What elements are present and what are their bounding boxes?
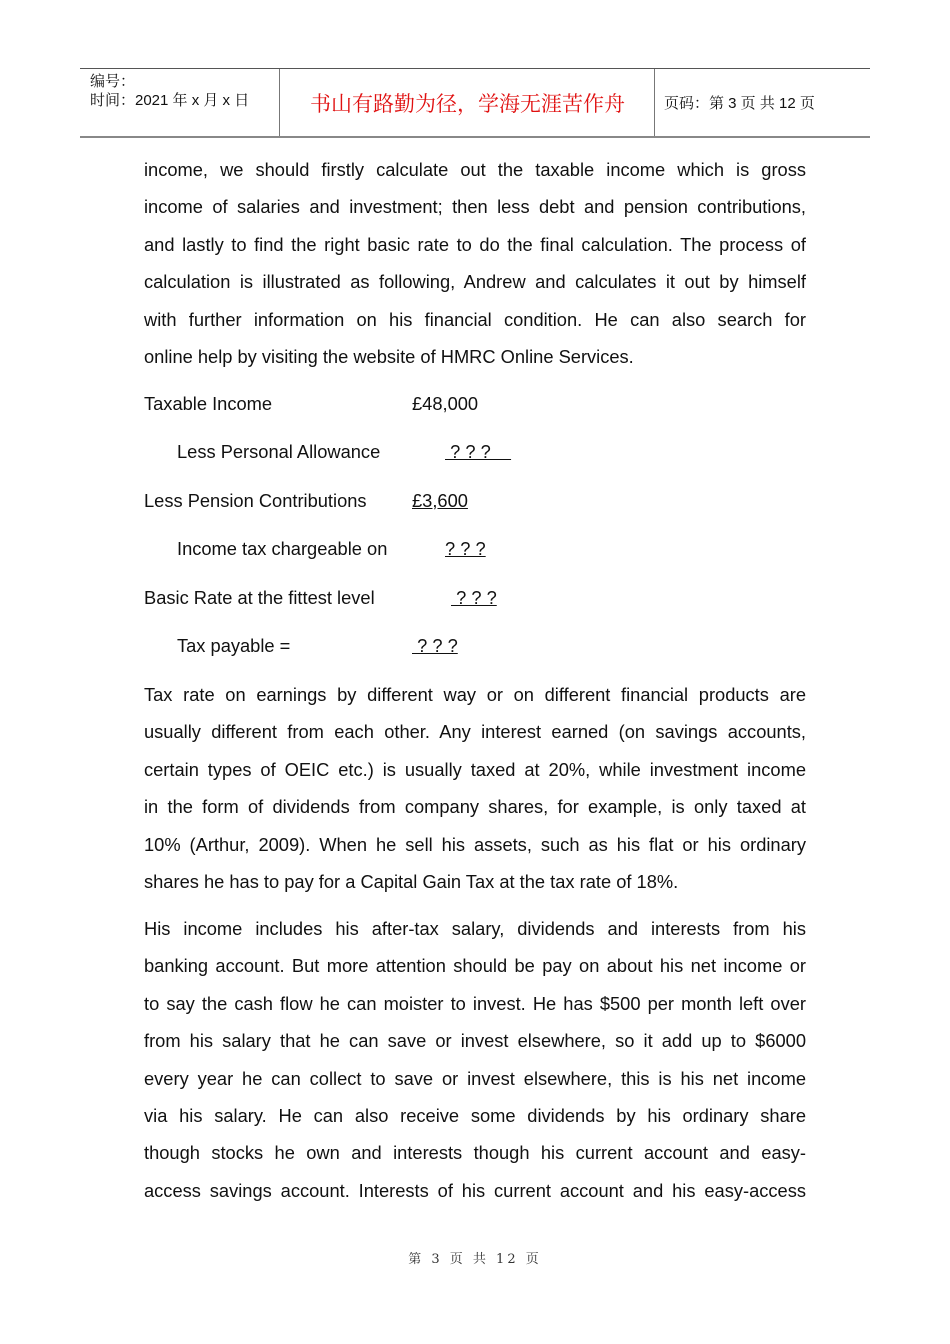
text-line: with further information on his financial condition. He can also search for [144,308,806,330]
header-motto: 书山有路勤为径，学海无涯苦作舟 [281,69,655,136]
text-line: 10% (Arthur, 2009). When he sell his assets, such as his flat or his ordinary [144,833,806,855]
header-meta [80,69,280,136]
text-line: every year he can collect to save or invest elsewhere, this is his net income [144,1067,806,1089]
calc-label: Taxable Income [144,393,273,414]
calc-label: Income tax chargeable on [177,538,388,560]
calc-value: ? ? ? [412,635,458,656]
calc-value: ? ? ? [451,586,497,608]
text-line: Tax rate on earnings by different way or on different financial products are [144,684,806,705]
text-line: shares he has to pay for a Capital Gain Tax at the tax rate of 18%. [144,871,679,892]
calc-value: £3,600 [412,489,468,511]
serial-label: 编号： [90,73,136,90]
header-page-info: 页码：第 3 页 共 12 页 [664,95,815,112]
text-line: though stocks he own and interests though his current account and easy- [144,1142,806,1164]
text-line: in the form of dividends from company shares, for example, is only taxed at [144,796,806,818]
text-line: income of salaries and investment; then less debt and pension contributions, [144,196,806,218]
calc-label: Less Pension Contributions [144,489,367,511]
time-label: 时间：2021 年 x 月 x 日 [90,92,250,109]
text-line: calculation is illustrated as following, Andrew and calculates it out by himself [144,271,806,293]
text-line: via his salary. He can also receive some dividends by his ordinary share [144,1105,806,1126]
text-line: from his salary that he can save or invest elsewhere, so it add up to $6000 [144,1030,806,1052]
text-line: banking account. But more attention should be pay on about his net income or [144,955,806,977]
text-line: usually different from each other. Any interest earned (on savings accounts, [144,721,806,743]
text-line: certain types of OEIC etc.) is usually taxed at 20%, while investment income [144,758,806,780]
calc-label: Tax payable = [177,635,291,656]
calc-value: ? ? ? [445,538,486,560]
calc-value: ? ? ? [445,441,512,463]
page-footer: 第 3 页 共 12 页 [408,1252,542,1267]
calc-label: Less Personal Allowance [177,441,381,463]
text-line: and lastly to find the right basic rate to do the final calculation. The process of [144,233,806,255]
text-line: online help by visiting the website of HMRC Online Services. [144,346,634,367]
text-line: His income includes his after-tax salary, dividends and interests from his [144,918,806,939]
text-line: access savings account. Interests of his current account and his easy-access [144,1179,806,1201]
text-line: income, we should firstly calculate out the taxable income which is gross [144,159,806,180]
calc-value: £48,000 [412,393,479,414]
text-line: to say the cash flow he can moister to invest. He has $500 per month left over [144,992,806,1014]
page-header-table [80,68,870,138]
calc-label: Basic Rate at the fittest level [144,586,375,608]
